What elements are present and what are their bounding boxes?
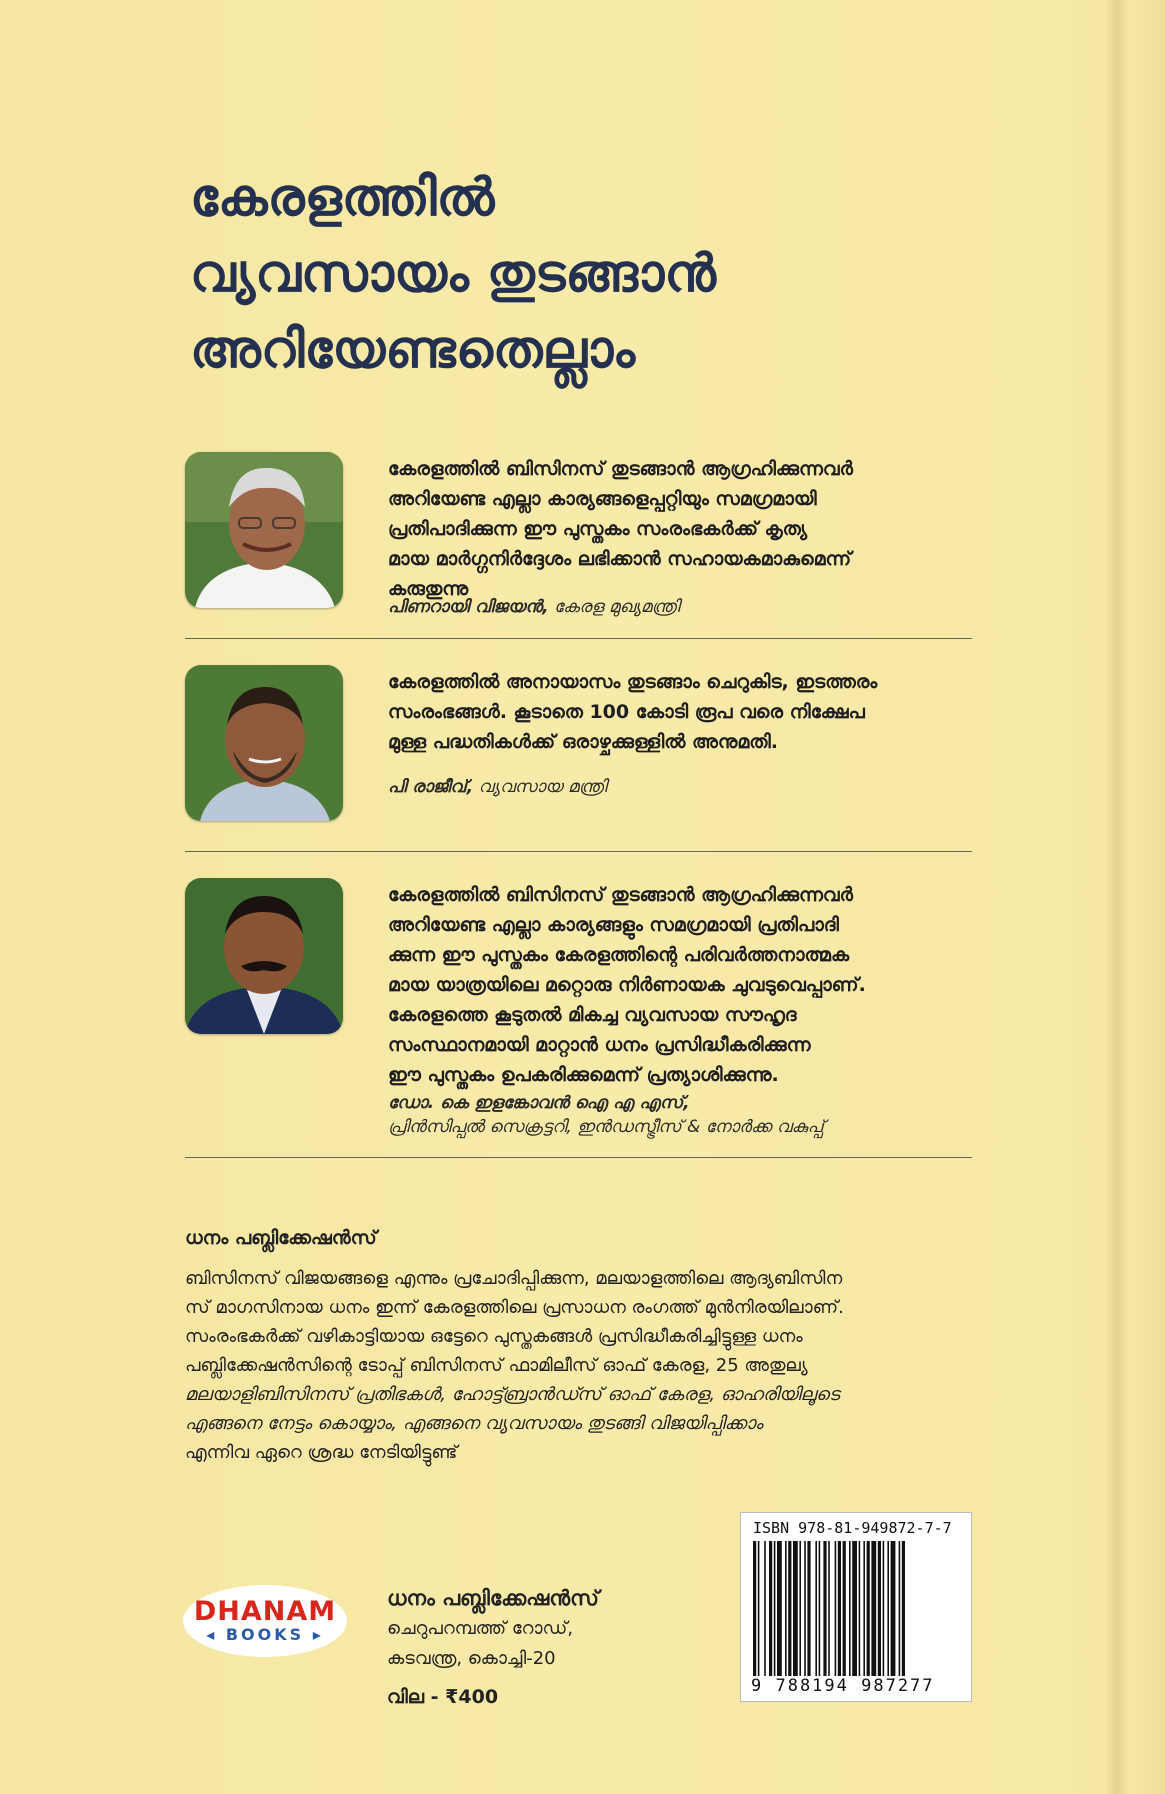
barcode-bar	[823, 1541, 826, 1676]
publisher-line: പബ്ലിക്കേഷൻസിന്റെ ടോപ്പ് ബിസിനസ് ഫാമിലീസ് ഓഫ് കേരള, 25 അതുല്യ	[185, 1355, 808, 1376]
barcode-bar	[753, 1541, 756, 1676]
barcode-bar	[838, 1541, 841, 1676]
barcode-bar	[807, 1541, 810, 1676]
divider	[185, 1157, 972, 1158]
publisher-line: സ് മാഗസിനായ ധനം ഇന്ന് കേരളത്തിലെ പ്രസാധന രംഗത്ത് മുൻനിരയിലാണ്.	[185, 1297, 844, 1318]
barcode-bar	[852, 1541, 857, 1676]
endorser-name: ഡോ. കെ ഇളങ്കോവൻ ഐ എ എസ്,	[388, 1093, 690, 1113]
endorser-name: പി രാജീവ്,	[388, 777, 474, 797]
barcode-bar	[883, 1541, 885, 1676]
publisher-line: മലയാളിബിസിനസ് പ്രതിഭകൾ, ഹോട്ട്ബ്രാൻഡ്സ് ഓഫ് കേരള, ഓഹരിയിലൂടെ	[185, 1384, 840, 1405]
dhanam-books-logo	[183, 1585, 347, 1657]
barcode-bar	[891, 1541, 896, 1676]
logo-subtitle: ◂ BOOKS ▸	[206, 1625, 324, 1644]
cover-edge-shadow	[1105, 0, 1165, 1794]
publisher-line: സംരംഭകർക്ക് വഴികാട്ടിയായ ഒട്ടേറെ പുസ്തകങ്ങൾ പ്രസിദ്ധീകരിച്ചിട്ടുള്ള ധനം	[185, 1326, 803, 1347]
barcode-bar	[863, 1541, 865, 1676]
address-line: കടവന്ത്ര, കൊച്ചി-20	[387, 1648, 556, 1669]
endorser-photo-3	[185, 878, 343, 1034]
portrait-image	[185, 878, 343, 1034]
quote-line: ക്കുന്ന ഈ പുസ്തകം കേരളത്തിന്റെ പരിവർത്തനാത്മക	[388, 944, 850, 966]
price-label: വില - ₹400	[387, 1686, 499, 1708]
isbn-barcode	[740, 1512, 972, 1702]
portrait-image	[185, 452, 343, 608]
barcode-bar	[899, 1541, 901, 1676]
quote-line: മായ യാത്രയിലെ മറ്റൊരു നിർണായക ചുവടുവെപ്പാണ്.	[388, 974, 866, 996]
publisher-line: എങ്ങനെ നേട്ടം കൊയ്യാം, എങ്ങനെ വ്യവസായം തുടങ്ങി വിജയിപ്പിക്കാം	[185, 1413, 763, 1434]
title-line-3: അറിയേണ്ടതെല്ലാം	[190, 320, 636, 380]
address-publisher-name: ധനം പബ്ലിക്കേഷൻസ്	[387, 1586, 599, 1610]
title-line-2: വ്യവസായം തുടങ്ങാൻ	[190, 244, 716, 304]
quote-line: അറിയേണ്ട എല്ലാ കാര്യങ്ങളെപ്പറ്റിയും സമഗ്രമായി	[388, 488, 817, 510]
endorser-role: വ്യവസായ മന്ത്രി	[478, 777, 607, 797]
endorser-name: പിണറായി വിജയൻ,	[388, 597, 549, 617]
barcode-bar	[785, 1541, 787, 1676]
divider	[185, 638, 972, 639]
endorsement-text-1	[388, 454, 978, 604]
publisher-line: എന്നിവ ഏറെ ശ്രദ്ധ നേടിയിട്ടുണ്ട്	[185, 1442, 458, 1463]
quote-line: കേരളത്തിൽ ബിസിനസ് തുടങ്ങാൻ ആഗ്രഹിക്കുന്നവർ	[388, 884, 853, 906]
endorser-credit-2	[388, 777, 978, 797]
quote-line: കേരളത്തിൽ അനായാസം തുടങ്ങാം ചെറുകിട, ഇടത്തരം	[388, 671, 878, 693]
barcode-bar	[878, 1541, 881, 1676]
endorsement-1	[185, 452, 975, 617]
barcode-bar	[769, 1541, 772, 1676]
endorser-photo-2	[185, 665, 343, 821]
barcode-bar	[828, 1541, 830, 1676]
barcode-bars	[753, 1541, 961, 1676]
barcode-bar	[843, 1541, 846, 1676]
endorser-photo-1	[185, 452, 343, 608]
quote-line: കരുതുന്നു	[388, 578, 469, 600]
barcode-bar	[859, 1541, 861, 1676]
barcode-digits: 9 788194 987277	[751, 1676, 935, 1696]
portrait-image	[185, 665, 343, 821]
endorsement-text-2	[388, 667, 978, 757]
endorsement-2	[185, 665, 975, 825]
title-line-1: കേരളത്തിൽ	[190, 168, 495, 228]
barcode-bar	[799, 1541, 801, 1676]
barcode-bar	[758, 1541, 760, 1676]
barcode-bar	[815, 1541, 817, 1676]
publisher-description	[185, 1264, 975, 1467]
quote-line: സംസ്ഥാനമായി മാറ്റാൻ ധനം പ്രസിദ്ധീകരിക്കുന്ന	[388, 1034, 811, 1056]
quote-line: അറിയേണ്ട എല്ലാ കാര്യങ്ങളും സമഗ്രമായി പ്രതിപാദി	[388, 914, 839, 936]
barcode-bar	[764, 1541, 766, 1676]
endorser-credit-1	[388, 597, 978, 617]
barcode-bar	[849, 1541, 851, 1676]
barcode-bar	[793, 1541, 798, 1676]
barcode-bar	[777, 1541, 782, 1676]
publisher-heading: ധനം പബ്ലിക്കേഷൻസ്	[185, 1227, 377, 1249]
barcode-bar	[804, 1541, 806, 1676]
quote-line: കേരളത്തിൽ ബിസിനസ് തുടങ്ങാൻ ആഗ്രഹിക്കുന്നവർ	[388, 458, 853, 480]
book-title	[190, 160, 950, 388]
quote-line: കേരളത്തെ കൂടുതൽ മികച്ച വ്യവസായ സൗഹൃദ	[388, 1004, 797, 1026]
barcode-bar	[867, 1541, 870, 1676]
barcode-bar	[774, 1541, 776, 1676]
quote-line: മായ മാർഗ്ഗനിർദ്ദേശം ലഭിക്കാൻ സഹായകമാകുമെന്ന്	[388, 548, 852, 570]
barcode-bar	[902, 1541, 905, 1676]
barcode-bar	[788, 1541, 791, 1676]
address-line: ചെറുപറമ്പത്ത് റോഡ്,	[387, 1618, 574, 1639]
publisher-line: ബിസിനസ് വിജയങ്ങളെ എന്നും പ്രചോദിപ്പിക്കുന്ന, മലയാളത്തിലെ ആദ്യബിസിന	[185, 1268, 843, 1289]
endorser-role: കേരള മുഖ്യമന്ത്രി	[553, 597, 680, 617]
endorsement-text-3	[388, 880, 978, 1090]
quote-line: സംരംഭങ്ങൾ. കൂടാതെ 100 കോടി രൂപ വരെ നിക്ഷേപ	[388, 701, 865, 723]
barcode-bar	[871, 1541, 876, 1676]
endorser-credit-3	[388, 1093, 978, 1137]
divider	[185, 851, 972, 852]
quote-line: മുള്ള പദ്ധതികൾക്ക് ഒരാഴ്ചക്കുള്ളിൽ അനുമതി.	[388, 731, 779, 753]
endorser-role: പ്രിൻസിപ്പൽ സെക്രട്ടറി, ഇൻഡസ്ട്രീസ് & നോർക്ക വകുപ്പ്	[388, 1117, 824, 1137]
endorsement-3	[185, 878, 975, 1138]
isbn-label: ISBN 978-81-949872-7-7	[753, 1519, 952, 1537]
logo-wordmark: DHANAM	[193, 1596, 337, 1627]
publisher-address	[387, 1582, 717, 1708]
barcode-bar	[835, 1541, 837, 1676]
barcode-bar	[819, 1541, 821, 1676]
barcode-bar	[887, 1541, 889, 1676]
quote-line: ഈ പുസ്തകം ഉപകരിക്കുമെന്ന് പ്രത്യാശിക്കുന്നു.	[388, 1064, 779, 1086]
quote-line: പ്രതിപാദിക്കുന്ന ഈ പുസ്തകം സംരംഭകർക്ക് കൃത്യ	[388, 518, 808, 540]
